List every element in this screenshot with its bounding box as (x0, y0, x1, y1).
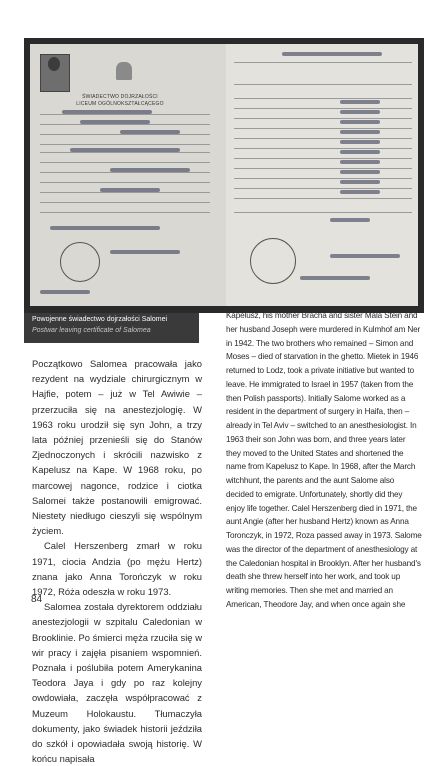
form-line (234, 128, 412, 129)
portrait-head (48, 57, 60, 71)
paragraph: Salomea została dyrektorem oddziału anestezjologii w szpitalu Caledonian w Brooklinie. Po śmierci męża rzuciła się w wir pracy i zajęła pisaniem wspomnień. Poznała i poślubiła potem Amerykanina Teodora Jaya i gdy po raz kolejny owdowiała, zaczęła współpracować z Muzeum Holokaustu. Tłumaczyła dokumenty, jako świadek historii jeździła do szkół i opowiadała swoją historię. W końcu napisała (32, 601, 202, 765)
handwriting (80, 120, 150, 124)
grade-entry (340, 180, 380, 184)
form-line (234, 138, 412, 139)
grade-entry (340, 160, 380, 164)
form-line (40, 202, 210, 203)
official-stamp (250, 238, 296, 284)
form-line (234, 84, 412, 85)
form-line (40, 124, 210, 125)
signature (330, 254, 400, 258)
grade-entry (340, 140, 380, 144)
form-line (234, 158, 412, 159)
paragraph: Kapelusz, his mother Bracha and sister Mala Stein and her husband Joseph were murdered in Kulmhof am Ner in 1942. The two brothers who remained – Simon and Moses – died of starvation in the ghetto. Mietek in 1946 returned to Lodz, took a private initiative but wanted to leave. He immigrated to Israel in 1957 (taken from the then Polish passports). Initially Salome worked as a resident in the department of surgery in Haifa, then – already in Tel Aviv – switched to an anesthesiologist. In 1963 their son John was born, and three years later they moved to the United States and shortened the name from Kapelusz to Kape. In 1968, after the March witchhunt, the parents and the aunt Salome also decided to emigrate. Unfortunately, shortly did they enjoy life together. Calel Herszenberg died in 1971, the aunt Angie (after her husband Hertz) known as Anna Toronczyk, in 1972, Roza passed away in 1973. Salome was the director of the department of anesthesiology at the Caledonian hospital in Brooklyn. After her husband's death she threw herself into her work, and took up writing memories. Then she met and married an American, Theodore Jay, and when once again she (226, 311, 422, 609)
form-line (40, 182, 210, 183)
form-line (234, 212, 412, 213)
form-line (40, 192, 210, 193)
form-line (40, 134, 210, 135)
certificate-subtitle: LICEUM OGÓLNOKSZTAŁCĄCEGO (76, 101, 164, 107)
form-line (40, 212, 210, 213)
grade-entry (340, 120, 380, 124)
official-stamp (60, 242, 100, 282)
handwriting (120, 130, 180, 134)
certificate-title: ŚWIADECTWO DOJRZAŁOŚCI (82, 94, 158, 100)
body-text-polish (32, 356, 202, 766)
eagle-emblem-icon (116, 62, 132, 80)
form-line (234, 108, 412, 109)
figure-caption: Powojenne świadectwo dojrzałości Salomei (32, 316, 168, 323)
form-line (234, 98, 412, 99)
form-line (234, 148, 412, 149)
grade-entry (340, 170, 380, 174)
handwriting (62, 110, 152, 114)
signature (40, 290, 90, 294)
signature (110, 250, 180, 254)
page-number: 84 (31, 594, 43, 605)
body-text-english (226, 309, 422, 612)
form-line (40, 172, 210, 173)
handwriting (100, 188, 160, 192)
paragraph: Calel Herszenberg zmarł w roku 1971, ciocia Andzia (po mężu Hertz) znana jako Anna Torończyk w roku 1972, Róża odeszła w roku 1973. (32, 540, 202, 598)
figure-caption-english: Postwar leaving certificate of Salomea (32, 327, 151, 334)
form-line (234, 198, 412, 199)
grade-entry (340, 150, 380, 154)
form-line (40, 114, 210, 115)
handwriting (282, 52, 382, 56)
form-line (40, 152, 210, 153)
grade-entry (340, 100, 380, 104)
signature (300, 276, 370, 280)
form-line (234, 62, 412, 63)
form-line (234, 118, 412, 119)
form-line (40, 144, 210, 145)
form-line (234, 188, 412, 189)
paragraph: Początkowo Salomea pracowała jako rezydent na wydziale chirurgicznym w Hajfie, potem – już w Tel Awiwie – przerzuciła się na anestezjologię. W 1963 roku urodził się syn John, a trzy lata później przenieśli się do Stanów Zjednoczonych i skrócili nazwisko z Kapelusz na Kape. W 1968 roku, po marcowej nagonce, rodzice i ciotka Salomei także postanowili emigrować. Niestety niedługo cieszyli się wspólnym życiem. (32, 358, 202, 537)
form-line (40, 162, 210, 163)
handwriting (330, 218, 370, 222)
handwriting (110, 168, 190, 172)
handwriting (50, 226, 160, 230)
grade-entry (340, 130, 380, 134)
grade-entry (340, 110, 380, 114)
form-line (234, 178, 412, 179)
form-line (234, 168, 412, 169)
handwriting (70, 148, 180, 152)
grade-entry (340, 190, 380, 194)
